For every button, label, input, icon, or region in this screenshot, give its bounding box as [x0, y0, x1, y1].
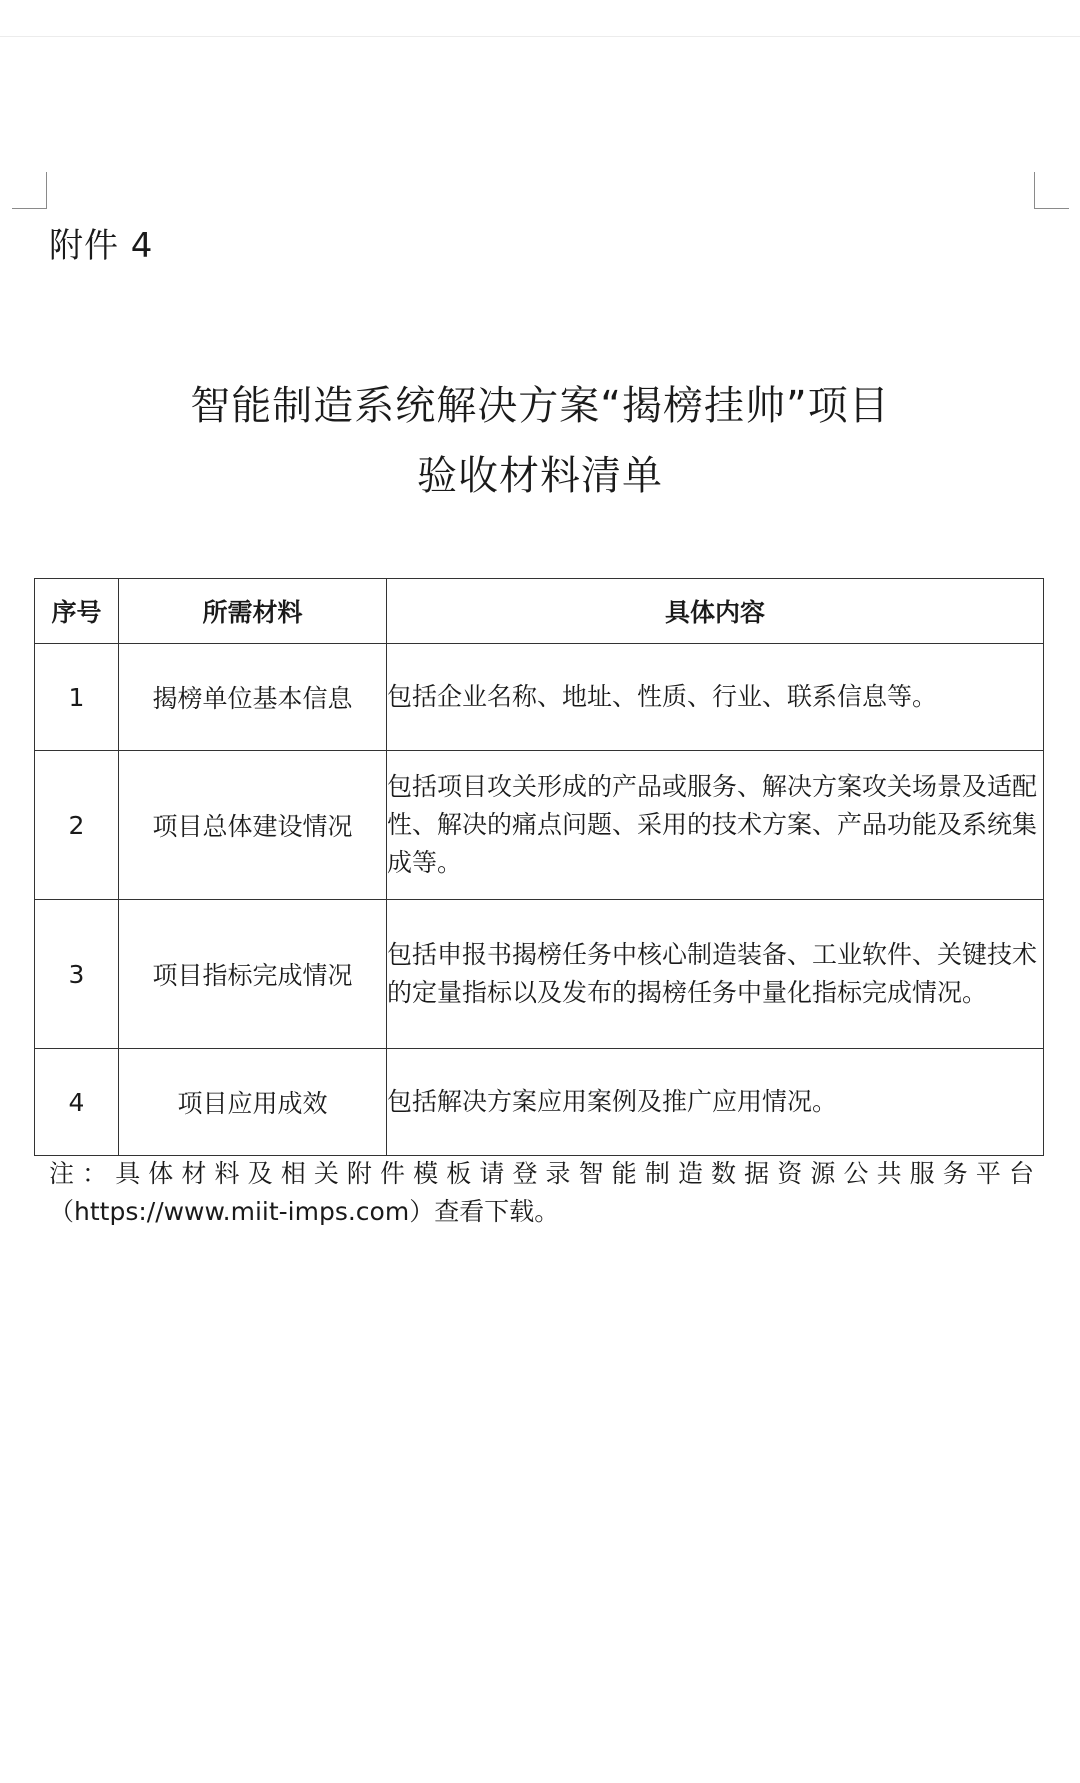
- header-serial-number: 序号: [35, 579, 119, 644]
- crop-mark-left: [12, 172, 47, 209]
- table-header-row: [35, 579, 1044, 644]
- row-content: 包括项目攻关形成的产品或服务、解决方案攻关场景及适配性、解决的痛点问题、采用的技术方案、产品功能及系统集成等。: [387, 751, 1044, 900]
- page-top-edge: [0, 36, 1080, 37]
- table-row: [35, 1049, 1044, 1156]
- row-number: 2: [35, 751, 119, 900]
- row-material: 项目应用成效: [119, 1049, 387, 1156]
- materials-table: [34, 578, 1044, 1156]
- row-number: 3: [35, 900, 119, 1049]
- row-material: 揭榜单位基本信息: [119, 644, 387, 751]
- row-material: 项目总体建设情况: [119, 751, 387, 900]
- crop-mark-right: [1034, 172, 1069, 209]
- table-row: [35, 751, 1044, 900]
- table-row: [35, 644, 1044, 751]
- row-material: 项目指标完成情况: [119, 900, 387, 1049]
- attachment-label: 附件 4: [49, 226, 154, 266]
- row-content: 包括企业名称、地址、性质、行业、联系信息等。: [387, 644, 1044, 751]
- row-content: 包括申报书揭榜任务中核心制造装备、工业软件、关键技术的定量指标以及发布的揭榜任务中量化指标完成情况。: [387, 900, 1044, 1049]
- table-row: [35, 900, 1044, 1049]
- footnote-link-line[interactable]: （https://www.miit-imps.com）查看下载。: [49, 1197, 560, 1226]
- header-specific-content: 具体内容: [387, 579, 1044, 644]
- footnote: [49, 1155, 1034, 1231]
- row-content: 包括解决方案应用案例及推广应用情况。: [387, 1049, 1044, 1156]
- document-title-line2: 验收材料清单: [417, 453, 663, 499]
- document-title-line1: 智能制造系统解决方案“揭榜挂帅”项目: [190, 383, 890, 429]
- header-required-materials: 所需材料: [119, 579, 387, 644]
- row-number: 1: [35, 644, 119, 751]
- footnote-line1: 注：具体材料及相关附件模板请登录智能制造数据资源公共服务平台: [49, 1159, 1034, 1188]
- row-number: 4: [35, 1049, 119, 1156]
